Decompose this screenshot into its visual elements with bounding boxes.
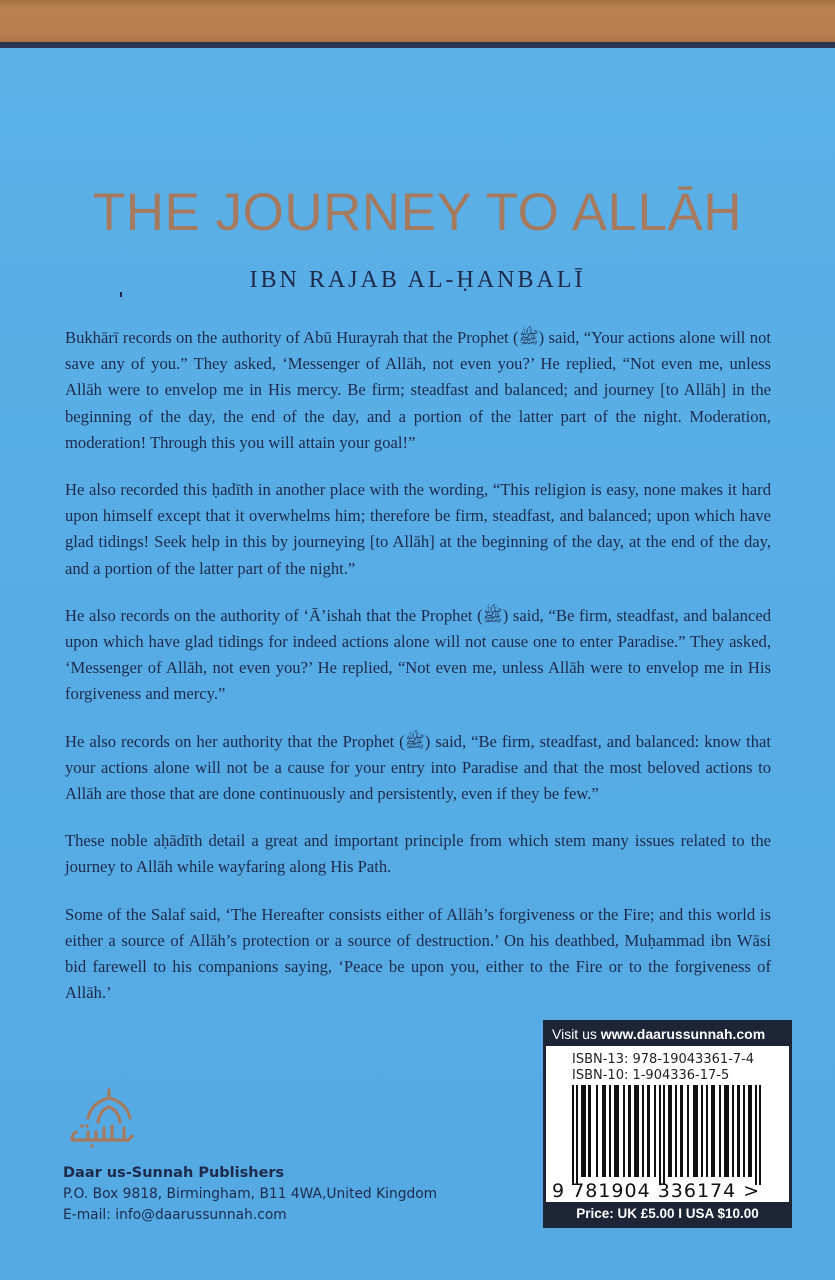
blurb-text — [65, 325, 771, 1027]
blurb-paragraph: Some of the Salaf said, ‘The Hereafter consists either of Allāh’s forgiveness or the Fire; and this world is either a source of Allāh’s protection or a source of destruction.’ On his deathbed, Muḥammad ibn Wāsi bid farewell to his companions saying, ‘Peace be upon you, either to the Fire or to the forgiveness of Allāh.’ — [65, 904, 771, 1003]
blurb-paragraph: These noble aḥādīth detail a great and important principle from which stem many issues related to the journey to Allāh while wayfaring along His Path. — [65, 831, 771, 877]
website-url: www.daarussunnah.com — [600, 1026, 766, 1042]
isbn-barcode-label — [543, 1020, 792, 1228]
publisher-logo-icon — [62, 1088, 142, 1150]
price-banner: Price: UK £5.00 I USA $10.00 — [546, 1202, 789, 1225]
book-title: THE JOURNEY TO ALLĀH — [92, 183, 743, 242]
publisher-address: P.O. Box 9818, Birmingham, B11 4WA,United Kingdom — [63, 1186, 438, 1202]
publisher-name: Daar us-Sunnah Publishers — [63, 1165, 285, 1181]
blurb-paragraph: He also records on the authority of ‘Ā’ishah that the Prophet (ﷺ) said, “Be firm, steadfast, and balanced upon which have glad tidings for indeed actions alone will not cause one to enter Paradise.” They asked, ‘Messenger of Allāh, not even you?’ He replied, “Not even me, unless Allāh were to envelop me in His forgiveness and mercy.” — [65, 605, 771, 704]
publisher-info — [63, 1163, 437, 1226]
book-author: IBN RAJAB AL-ḤANBALĪ — [249, 267, 586, 293]
top-spine-band — [0, 0, 835, 42]
blurb-paragraph: He also recorded this ḥadīth in another place with the wording, “This religion is easy, none makes it hard upon himself except that it overwhelms him; therefore be firm, steadfast, and balanced; upon which have glad tidings! Seek help in this by journeying [to Allāh] at the beginning of the day, at the end of the day, and a portion of the latter part of the night.” — [65, 480, 771, 578]
barcode-icon — [572, 1085, 762, 1185]
isbn-10: ISBN-10: 1-904336-17-5 — [572, 1068, 730, 1083]
print-mark — [120, 292, 122, 297]
publisher-email: E-mail: info@daarussunnah.com — [63, 1207, 287, 1223]
website-banner: Visit us www.daarussunnah.com — [546, 1023, 789, 1046]
blurb-paragraph: He also records on her authority that the Prophet (ﷺ) said, “Be firm, steadfast, and balanced: know that your actions alone will not be a cause for your entry into Paradise and that the most beloved actions to Allāh are those that are done continuously and persistently, even if they be few.” — [65, 731, 771, 804]
blurb-paragraph: Bukhārī records on the authority of Abū Hurayrah that the Prophet (ﷺ) said, “Your actions alone will not save any of you.” They asked, ‘Messenger of Allāh, not even you?’ He replied, “Not even me, unless Allāh were to envelop me in His mercy. Be firm; steadfast and balanced; and journey [to Allāh] in the beginning of the day, the end of the day, and a portion of the latter part of the night. Moderation, moderation! Through this you will attain your goal!” — [65, 328, 771, 452]
ean-digits: 9 781904 336174 > — [552, 1180, 761, 1202]
isbn-13: ISBN-13: 978-19043361-7-4 — [572, 1052, 755, 1067]
